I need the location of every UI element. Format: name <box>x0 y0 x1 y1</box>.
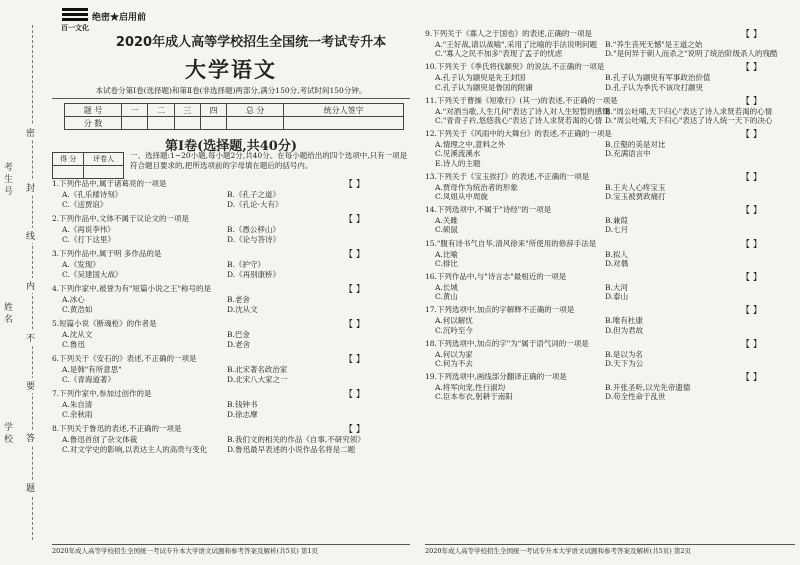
answer-option[interactable]: D.老舍 <box>227 340 251 349</box>
answer-option[interactable]: A.《发现》 <box>62 260 100 269</box>
binding-char: 密 <box>26 125 35 140</box>
publisher-logo <box>58 6 92 46</box>
answer-option[interactable]: A.《孔乐楼诗刻》 <box>62 190 123 199</box>
score-header-cell: 一 <box>122 104 148 117</box>
question-stem: 11.下列关于曹操《短歌行》(其一)的表述,不正确的一项是 <box>425 95 618 105</box>
answer-option[interactable]: D.但为君故 <box>605 325 644 335</box>
answer-option[interactable]: B.王夫人心疼宝玉 <box>605 182 666 192</box>
answer-option[interactable]: C.臣本布衣,躬耕于南阳 <box>435 392 513 402</box>
answer-option[interactable]: A.比喻 <box>435 249 458 259</box>
exam-intro: 本试卷分第Ⅰ卷(选择题)和第Ⅱ卷(非选择题)两部分,满分150分,考试时间150分钟。 <box>52 85 410 99</box>
score-cell[interactable] <box>122 117 148 130</box>
answer-option[interactable]: D.对偶 <box>605 258 629 268</box>
score-cell[interactable] <box>200 117 226 130</box>
answer-bracket[interactable]: 【 】 <box>344 250 365 260</box>
answer-option[interactable]: C."青青子衿,悠悠我心"表达了诗人求贤若渴的心情 <box>435 116 603 125</box>
answer-option[interactable]: E.诗人的主题 <box>435 158 481 168</box>
score-table <box>64 103 404 130</box>
question-stem: 15."腹有诗书气自华,清风徐来"所使用的修辞手法是 <box>425 238 597 248</box>
answer-option[interactable]: A.《再说李伟》 <box>62 225 115 234</box>
score-value-row <box>65 117 404 130</box>
scorer-cell[interactable] <box>84 166 124 179</box>
answer-option[interactable]: A.沈从文 <box>62 330 93 339</box>
binding-char: 题 <box>26 480 35 495</box>
answer-option[interactable]: D.孔子认为季氏不该攻打颛臾 <box>605 82 704 92</box>
score-row-label: 分 数 <box>65 117 122 130</box>
answer-option[interactable]: C.沉吟至今 <box>435 325 473 335</box>
answer-option[interactable]: A.关雎 <box>435 216 458 226</box>
answer-option[interactable]: B.老舍 <box>227 295 250 304</box>
score-header-cell: 二 <box>148 104 174 117</box>
question-stem: 17.下列选项中,加点的字解释不正确的一项是 <box>425 305 575 315</box>
answer-option[interactable]: B.丘壑的美是对比 <box>605 140 666 150</box>
volume-title: 第Ⅰ卷(选择题,共40分) <box>165 139 297 154</box>
answer-option[interactable]: B."养生丧死无憾"是王道之始 <box>605 40 703 49</box>
answer-option[interactable]: A."王好战,请以战喻",采用了比喻的手法说明问题 <box>435 40 597 49</box>
answer-bracket[interactable]: 【 】 <box>741 130 762 141</box>
side-label: 生 <box>4 175 14 185</box>
score-header-row <box>65 104 404 117</box>
answer-option[interactable]: D.《再别康桥》 <box>227 270 281 279</box>
answer-bracket[interactable]: 【 】 <box>741 172 762 183</box>
answer-option[interactable]: B.唯有杜康 <box>605 316 643 326</box>
binding-char: 线 <box>26 228 35 243</box>
question-stem: 4.下列作家中,被誉为有"短篇小说之王"称号的是 <box>52 284 211 293</box>
answer-option[interactable]: C.对文学史的影响,以表达主人的高贵与变化 <box>62 445 208 454</box>
answer-option[interactable]: B.《护守》 <box>227 260 265 269</box>
section-instructions: 一、选择题:1~20小题,每小题2分,共40分。在每小题给出的四个选项中,只有一项是符合题目要求的,把所选项前的字母填在题后的括号内。 <box>130 151 408 170</box>
right-footer: 2020年成人高等学校招生全国统一考试专升本大学语文试题和参考答案及解析(共5页) 第2页 <box>425 544 795 555</box>
answer-option[interactable]: B."周公吐哺,天下归心"表达了诗人求贤若渴的心情 <box>605 106 773 116</box>
answer-option[interactable]: D.七月 <box>605 225 629 235</box>
answer-option[interactable]: A.情理之中,意料之外 <box>435 140 506 150</box>
question-stem: 12.下列关于《风雨中的大舞台》的表述,不正确的一项是 <box>425 129 612 139</box>
answer-option[interactable]: B.大河 <box>605 283 628 292</box>
answer-option[interactable]: B.《愚公移山》 <box>227 225 280 234</box>
answer-option[interactable]: D."是何异于刺人而杀之"说明了统治阶级杀人的残酷 <box>605 49 778 59</box>
binding-char: 答 <box>26 430 35 445</box>
side-label: 校 <box>4 435 14 445</box>
answer-option[interactable]: B.北宋著名政治家 <box>227 365 288 374</box>
exam-title: 2020年成人高等学校招生全国统一考试专升本 <box>115 35 387 50</box>
left-page <box>52 6 410 559</box>
question-stem: 16.下列作品中,与"诗言志"最相近的一项是 <box>425 272 567 281</box>
answer-option[interactable]: C.黄浩如 <box>62 305 93 314</box>
question-stem: 8.下列关于鲁迅的表述,不正确的一项是 <box>52 424 182 433</box>
answer-bracket[interactable]: 【 】 <box>344 320 365 330</box>
answer-option[interactable]: C.排比 <box>435 258 458 268</box>
side-label: 姓 <box>4 303 14 313</box>
answer-option[interactable]: B.兼葭 <box>605 216 628 226</box>
question-stem: 2.下列作品中,文体不属于议论文的一项是 <box>52 214 190 223</box>
question-stem: 6.下列关于《安石的》表述,不正确的一项是 <box>52 354 197 363</box>
answer-option[interactable]: B.巴金 <box>227 330 250 339</box>
scorer-label: 得 分 <box>53 153 84 166</box>
scorer-cell[interactable] <box>53 166 84 179</box>
question-stem: 14.下列选项中,不属于"诗经"的一项是 <box>425 205 552 215</box>
question-stem: 5.短篇小说《断魂枪》的作者是 <box>52 319 157 328</box>
answer-option[interactable]: D.徐志摩 <box>227 410 258 419</box>
answer-option[interactable]: A.朱自清 <box>62 400 93 409</box>
score-header-cell: 四 <box>200 104 226 117</box>
answer-bracket[interactable]: 【 】 <box>344 425 365 435</box>
answer-option[interactable]: C.何为不去 <box>435 359 473 368</box>
answer-option[interactable]: D.北宋八大家之一 <box>227 375 288 384</box>
binding-char: 要 <box>26 378 35 393</box>
scorer-label: 评卷人 <box>84 153 124 166</box>
question-stem: 19.下列选项中,画线部分翻译正确的一项是 <box>425 372 567 382</box>
score-header-cell: 三 <box>174 104 200 117</box>
answer-option[interactable]: A.何以解忧 <box>435 316 473 326</box>
question-stem: 9.下列关于《寡人之于国也》的表述,正确的一项是 <box>425 29 593 38</box>
question-stem: 10.下列关于《季氏将伐颛臾》的说法,不正确的一项是 <box>425 62 605 72</box>
answer-option[interactable]: B.钱钟书 <box>227 400 258 409</box>
right-page <box>425 6 795 559</box>
answer-option[interactable]: C.凤姐从中周旋 <box>435 192 488 201</box>
side-label: 名 <box>4 315 14 325</box>
answer-bracket[interactable]: 【 】 <box>741 306 762 317</box>
answer-option[interactable]: A.何以为家 <box>435 349 473 359</box>
answer-option[interactable]: C.余秋雨 <box>62 410 93 419</box>
answer-bracket[interactable]: 【 】 <box>741 239 762 250</box>
subject-title: 大学语文 <box>185 57 277 82</box>
answer-option[interactable]: A.将军向宠,性行淑均 <box>435 383 506 393</box>
score-cell[interactable] <box>148 117 174 130</box>
left-footer: 2020年成人高等学校招生全国统一考试专升本大学语文试题和参考答案及解析(共5页) 第1页 <box>52 544 410 555</box>
answer-option[interactable]: A.是韩"有所意思" <box>62 365 122 374</box>
answer-option[interactable]: D.鲁迅最早表述的小说作品名将是二题 <box>227 445 356 454</box>
answer-option[interactable]: A.鲁迅首创了杂文体裁 <box>62 435 138 444</box>
answer-option[interactable]: B.开张圣听,以光先帝遗德 <box>605 383 691 393</box>
answer-option[interactable]: C.《送贾谊》 <box>62 200 108 209</box>
logo-text: 百一文化 <box>61 23 89 32</box>
question-stem: 1.下列作品中,属于诸葛亮的一项是 <box>52 179 167 188</box>
question-stem: 13.下列关于《宝玉挨打》的表述,不正确的一项是 <box>425 171 590 181</box>
score-header-cell: 题 号 <box>65 104 122 117</box>
binding-char: 内 <box>26 278 35 293</box>
answer-option[interactable]: C."寡人之民不加多"表现了孟子的忧虑 <box>435 49 563 59</box>
answer-option[interactable]: C.硕鼠 <box>435 225 458 235</box>
answer-bracket[interactable]: 【 】 <box>344 355 365 365</box>
answer-option[interactable]: B.是以为名 <box>605 349 643 359</box>
answer-option[interactable]: C.《吴建国大战》 <box>62 270 123 279</box>
answer-option[interactable]: D.充满语言中 <box>605 149 651 159</box>
answer-option[interactable]: D.《孔论·大有》 <box>227 200 283 209</box>
answer-option[interactable]: D.苟全性命于乱世 <box>605 392 666 402</box>
answer-option[interactable]: C.《青海道著》 <box>62 375 115 384</box>
score-cell[interactable] <box>284 117 404 130</box>
answer-bracket[interactable]: 【 】 <box>741 373 762 384</box>
answer-bracket[interactable]: 【 】 <box>344 215 365 225</box>
score-header-cell: 总 分 <box>227 104 284 117</box>
side-label: 学 <box>4 423 14 433</box>
question-stem: 18.下列选项中,加点的字"为"属于语气词的一项是 <box>425 338 589 348</box>
answer-bracket[interactable]: 【 】 <box>741 30 762 40</box>
answer-bracket[interactable]: 【 】 <box>344 285 365 295</box>
answer-option[interactable]: B.《孔子之道》 <box>227 190 280 199</box>
answer-bracket[interactable]: 【 】 <box>344 390 365 400</box>
score-header-cell: 统分人签字 <box>284 104 404 117</box>
answer-bracket[interactable]: 【 】 <box>741 339 762 350</box>
answer-option[interactable]: D."周公吐哺,天下归心"表达了诗人统一天下的决心 <box>605 116 773 125</box>
answer-option[interactable]: C.鲁迅 <box>62 340 85 349</box>
side-label: 考 <box>4 163 14 173</box>
answer-option[interactable]: A.孔子认为颛臾是先王封国 <box>435 73 526 83</box>
answer-option[interactable]: D.天下为公 <box>605 359 644 368</box>
answer-bracket[interactable]: 【 】 <box>741 273 762 283</box>
answer-option[interactable]: A.贾母作为统治者的形象 <box>435 182 518 192</box>
answer-option[interactable]: B.我们文的相关的作品《自事,不研究领》 <box>227 435 365 444</box>
answer-option[interactable]: D.沈从文 <box>227 305 258 314</box>
answer-option[interactable]: A.冰心 <box>62 295 85 304</box>
answer-option[interactable]: C.《打下这里》 <box>62 235 115 244</box>
answer-option[interactable]: D.《论与答诗》 <box>227 235 281 244</box>
answer-option[interactable]: B.拟人 <box>605 249 628 259</box>
answer-option[interactable]: A.长城 <box>435 283 458 292</box>
side-label: 号 <box>4 187 14 197</box>
answer-option[interactable]: C.孔子认为颛臾是鲁国的附庸 <box>435 82 533 92</box>
answer-option[interactable]: A."对酒当歌,人生几何"表达了诗人对人生短暂的感慨 <box>435 106 610 116</box>
answer-bracket[interactable]: 【 】 <box>741 206 762 217</box>
question-stem: 7.下列作家中,参加过创作的是 <box>52 389 152 398</box>
binding-strip <box>0 0 48 565</box>
answer-option[interactable]: C.黄山 <box>435 292 458 302</box>
answer-bracket[interactable]: 【 】 <box>344 180 365 190</box>
score-cell[interactable] <box>227 117 284 130</box>
answer-option[interactable]: D.泰山 <box>605 292 629 302</box>
answer-option[interactable]: C.见溪流溪水 <box>435 149 481 159</box>
binding-char: 封 <box>26 180 35 195</box>
secret-label: 绝密★启用前 <box>92 13 147 23</box>
binding-char: 不 <box>26 330 35 345</box>
answer-option[interactable]: D.宝玉被贾政痛打 <box>605 192 666 201</box>
score-cell[interactable] <box>174 117 200 130</box>
scorer-table <box>52 152 124 179</box>
answer-bracket[interactable]: 【 】 <box>741 63 762 74</box>
answer-bracket[interactable]: 【 】 <box>741 96 762 107</box>
question-stem: 3.下列作品中,属于明 多作品的是 <box>52 249 162 258</box>
answer-option[interactable]: B.孔子认为颛臾有军事政治价值 <box>605 73 711 83</box>
